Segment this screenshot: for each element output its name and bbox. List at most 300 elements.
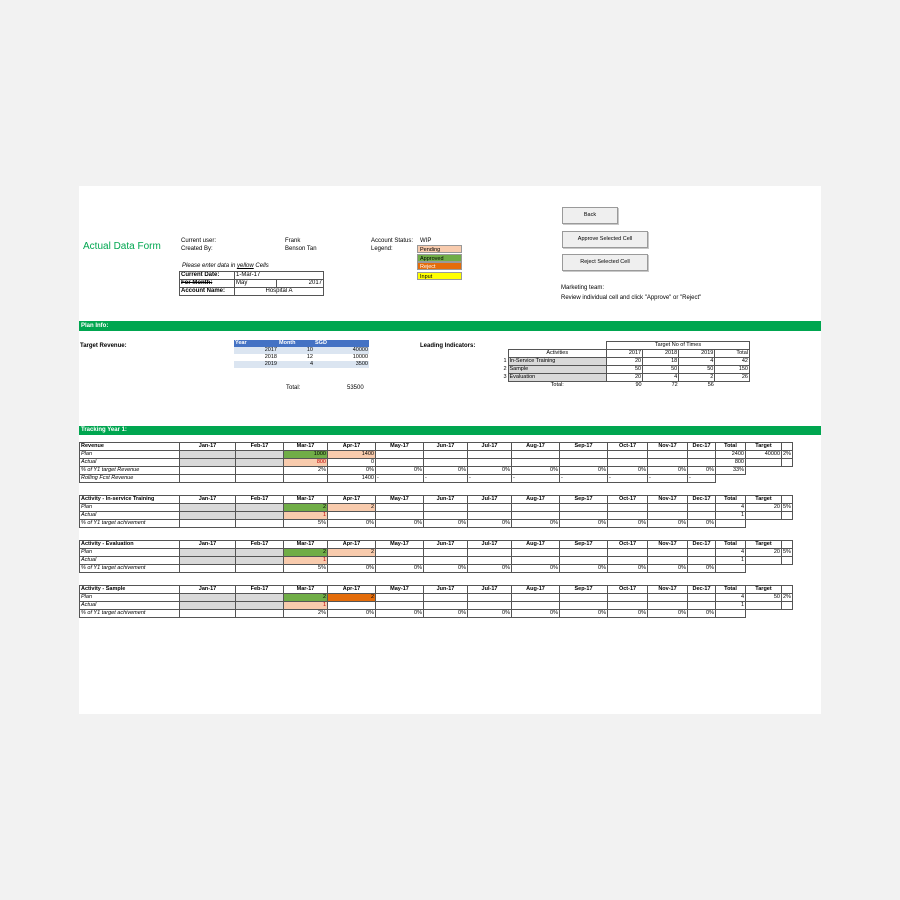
plan-cell[interactable] — [468, 504, 512, 512]
activity-total: 150 — [715, 366, 750, 374]
actual-cell[interactable] — [180, 459, 236, 467]
spreadsheet-sheet — [79, 186, 821, 714]
activity-name: In-Service Training — [508, 358, 607, 366]
revenue-cell: 4 — [309, 361, 313, 367]
plan-cell[interactable] — [376, 504, 424, 512]
plan-cell[interactable] — [608, 504, 648, 512]
month-header: Nov-17 — [648, 586, 688, 594]
percent-cell: 0% — [512, 520, 560, 528]
actual-cell[interactable] — [376, 602, 424, 610]
target-header: Target — [746, 443, 782, 451]
percent-cell: 2% — [284, 467, 328, 475]
target-header: Target — [746, 496, 782, 504]
actual-cell[interactable] — [180, 557, 236, 565]
blank-header — [782, 541, 793, 549]
percent-cell: 0% — [648, 610, 688, 618]
actual-cell[interactable] — [328, 557, 376, 565]
actual-target — [746, 512, 782, 520]
month-header: Oct-17 — [608, 586, 648, 594]
plan-cell[interactable] — [560, 549, 608, 557]
percent-label: % of Y1 target achivement — [80, 520, 180, 528]
activity-value: 50 — [643, 366, 679, 374]
percent-cell: 0% — [328, 610, 376, 618]
percent-total — [716, 565, 746, 573]
month-header: Dec-17 — [688, 496, 716, 504]
current-date-value[interactable]: 1-Mar-17 — [235, 272, 324, 280]
plan-cell[interactable] — [688, 549, 716, 557]
activity-name: Sample — [508, 366, 607, 374]
plan-cell[interactable] — [648, 504, 688, 512]
revenue-cell: 2017 — [264, 347, 277, 353]
month-header: Apr-17 — [328, 586, 376, 594]
rolling-forecast-cell: - — [688, 475, 716, 483]
plan-cell[interactable] — [512, 504, 560, 512]
plan-info-band: Plan Info: — [79, 321, 821, 331]
percent-cell: 0% — [512, 467, 560, 475]
legend-pending: Pending — [417, 245, 462, 253]
month-header: Oct-17 — [608, 443, 648, 451]
actual-cell[interactable] — [560, 557, 608, 565]
actual-cell[interactable] — [236, 557, 284, 565]
percent-cell: 0% — [424, 520, 468, 528]
percent-total — [716, 610, 746, 618]
plan-target: 50 — [746, 594, 782, 602]
month-header: May-17 — [376, 496, 424, 504]
actual-cell[interactable]: 1 — [284, 557, 328, 565]
month-header: Jun-17 — [424, 443, 468, 451]
leading-indicators-label: Leading Indicators: — [420, 343, 476, 349]
plan-cell[interactable] — [180, 549, 236, 557]
month-header: Sep-17 — [560, 496, 608, 504]
reject-selected-cell-button[interactable]: Reject Selected Cell — [562, 254, 648, 271]
plan-total: 4 — [716, 594, 746, 602]
percent-cell: 5% — [284, 520, 328, 528]
current-user-label: Current user: — [181, 238, 217, 244]
plan-target: 20 — [746, 549, 782, 557]
month-header: Jul-17 — [468, 496, 512, 504]
month-header: Apr-17 — [328, 496, 376, 504]
month-header: Mar-17 — [284, 443, 328, 451]
plan-cell[interactable] — [688, 504, 716, 512]
actual-label: Actual — [80, 602, 180, 610]
plan-cell[interactable] — [648, 549, 688, 557]
percent-cell: 0% — [328, 520, 376, 528]
actual-cell[interactable] — [608, 557, 648, 565]
percent-cell — [236, 610, 284, 618]
plan-cell[interactable] — [236, 549, 284, 557]
blank-header — [782, 496, 793, 504]
plan-percent: 5% — [783, 549, 791, 555]
revenue-total-label: Total: — [286, 385, 301, 391]
current-date-label: Current Date: — [180, 272, 235, 280]
actual-cell[interactable] — [608, 602, 648, 610]
month-header: Jan-17 — [180, 496, 236, 504]
actual-total: 800 — [716, 459, 746, 467]
month-header: Aug-17 — [512, 541, 560, 549]
percent-cell: 0% — [468, 520, 512, 528]
plan-total: 4 — [716, 504, 746, 512]
actual-cell[interactable]: 1 — [284, 602, 328, 610]
percent-cell: 0% — [608, 610, 648, 618]
plan-cell[interactable] — [468, 549, 512, 557]
month-header: Jan-17 — [180, 541, 236, 549]
actual-cell[interactable] — [512, 459, 560, 467]
revenue-cell: 10 — [306, 347, 313, 353]
activity-tracking-table — [79, 495, 793, 528]
month-header: Jul-17 — [468, 443, 512, 451]
rolling-forecast-cell: - — [376, 475, 424, 483]
actual-cell[interactable]: 800 — [284, 459, 328, 467]
actual-cell[interactable]: 0 — [328, 459, 376, 467]
percent-cell: 0% — [328, 565, 376, 573]
actual-label: Actual — [80, 459, 180, 467]
month-header: Apr-17 — [328, 541, 376, 549]
plan-target: 20 — [746, 504, 782, 512]
approve-selected-cell-button[interactable]: Approve Selected Cell — [562, 231, 648, 248]
actual-cell[interactable] — [608, 512, 648, 520]
percent-cell: 0% — [560, 467, 608, 475]
percent-cell: 0% — [512, 610, 560, 618]
plan-cell[interactable]: 2 — [328, 549, 376, 557]
activity-value: 4 — [679, 358, 715, 366]
plan-cell[interactable] — [424, 549, 468, 557]
actual-cell[interactable] — [236, 602, 284, 610]
actual-target — [746, 459, 782, 467]
activity-value: 20 — [607, 374, 643, 382]
for-year-value[interactable]: 2017 — [276, 280, 323, 288]
plan-percent: 2% — [783, 594, 791, 600]
plan-cell[interactable] — [236, 594, 284, 602]
row-number: 3 — [503, 374, 507, 380]
month-header: Feb-17 — [236, 541, 284, 549]
percent-cell: 0% — [376, 565, 424, 573]
activity-value: 50 — [607, 366, 643, 374]
row-number: 2 — [503, 366, 507, 372]
row-number: 1 — [503, 358, 507, 364]
blank-header — [782, 586, 793, 594]
revenue-cell: 2018 — [264, 354, 277, 360]
percent-label: % of Y1 target achivement — [80, 610, 180, 618]
month-header: Jan-17 — [180, 443, 236, 451]
actual-cell[interactable] — [688, 602, 716, 610]
marketing-instruction: Review individual cell and click "Approve" or "Reject" — [561, 295, 702, 301]
plan-cell[interactable] — [468, 451, 512, 459]
activities-header: Activities — [508, 350, 607, 358]
percent-cell: 0% — [468, 467, 512, 475]
plan-cell[interactable] — [688, 594, 716, 602]
legend-label: Legend: — [371, 246, 393, 252]
actual-blank — [782, 459, 793, 467]
revenue-cell: 10000 — [352, 354, 368, 360]
percent-cell: 0% — [376, 520, 424, 528]
activity-value: 20 — [607, 358, 643, 366]
actual-cell[interactable] — [560, 512, 608, 520]
plan-cell[interactable] — [512, 594, 560, 602]
plan-percent: 2% — [783, 451, 791, 457]
plan-cell[interactable] — [560, 451, 608, 459]
month-header: Dec-17 — [688, 541, 716, 549]
plan-cell[interactable] — [376, 594, 424, 602]
percent-cell: 0% — [560, 610, 608, 618]
percent-cell: 0% — [688, 467, 716, 475]
plan-total: 2400 — [716, 451, 746, 459]
actual-label: Actual — [80, 512, 180, 520]
plan-cell[interactable] — [512, 451, 560, 459]
plan-cell[interactable] — [560, 594, 608, 602]
month-header: Mar-17 — [284, 541, 328, 549]
month-header: Sep-17 — [560, 541, 608, 549]
account-info-table — [179, 271, 324, 296]
total-header: Total — [715, 350, 750, 358]
legend-input: Input — [417, 272, 462, 280]
actual-cell[interactable] — [328, 512, 376, 520]
plan-cell[interactable]: 1000 — [284, 451, 328, 459]
plan-percent: 5% — [783, 504, 791, 510]
rolling-forecast-cell — [236, 475, 284, 483]
plan-cell[interactable] — [560, 504, 608, 512]
month-header: May-17 — [376, 443, 424, 451]
rolling-forecast-cell: - — [512, 475, 560, 483]
section-header: Revenue — [80, 443, 180, 451]
plan-cell[interactable] — [424, 504, 468, 512]
month-header: Jun-17 — [424, 496, 468, 504]
actual-cell[interactable] — [608, 459, 648, 467]
actual-cell[interactable] — [376, 512, 424, 520]
percent-cell — [180, 520, 236, 528]
month-header: Dec-17 — [688, 443, 716, 451]
actual-cell[interactable] — [560, 459, 608, 467]
input-note: Please enter data in yellow Cells — [182, 263, 269, 269]
percent-cell: 2% — [284, 610, 328, 618]
actual-blank — [782, 602, 793, 610]
leading-indicators-table — [500, 341, 750, 389]
activity-tracking-table — [79, 540, 793, 573]
actual-cell[interactable] — [180, 512, 236, 520]
percent-cell: 0% — [424, 467, 468, 475]
plan-label: Plan — [80, 451, 180, 459]
percent-cell: 0% — [688, 610, 716, 618]
for-month-value[interactable]: May — [235, 280, 277, 288]
actual-cell[interactable] — [468, 557, 512, 565]
plan-cell[interactable] — [376, 451, 424, 459]
actual-cell[interactable] — [648, 512, 688, 520]
revenue-cell: 2019 — [264, 361, 277, 367]
plan-cell[interactable] — [608, 451, 648, 459]
total-header: Total — [716, 586, 746, 594]
plan-label: Plan — [80, 594, 180, 602]
month-header: May-17 — [376, 586, 424, 594]
month-header: Feb-17 — [236, 496, 284, 504]
plan-cell[interactable] — [180, 451, 236, 459]
percent-label: % of Y1 target achivement — [80, 565, 180, 573]
for-month-label: For Month: — [180, 280, 235, 288]
actual-blank — [782, 512, 793, 520]
rolling-forecast-cell: - — [560, 475, 608, 483]
plan-cell[interactable] — [608, 594, 648, 602]
actual-cell[interactable] — [512, 602, 560, 610]
month-header: Feb-17 — [236, 443, 284, 451]
month-header: Jul-17 — [468, 541, 512, 549]
actual-cell[interactable] — [560, 602, 608, 610]
target-header: Target — [746, 586, 782, 594]
actual-cell[interactable] — [424, 602, 468, 610]
leading-total: 72 — [671, 382, 678, 388]
actual-cell[interactable] — [424, 557, 468, 565]
plan-cell[interactable] — [512, 549, 560, 557]
actual-cell[interactable] — [468, 602, 512, 610]
actual-cell[interactable] — [236, 459, 284, 467]
month-header: Aug-17 — [512, 496, 560, 504]
leading-total-label: Total: — [550, 382, 564, 388]
account-name-value[interactable]: Hospital A — [235, 288, 324, 296]
activity-value: 4 — [643, 374, 679, 382]
percent-cell: 0% — [608, 467, 648, 475]
actual-cell[interactable] — [236, 512, 284, 520]
revenue-header-month[interactable]: Month — [278, 340, 314, 347]
rolling-forecast-cell — [180, 475, 236, 483]
revenue-header-year[interactable]: Year — [234, 340, 278, 347]
revenue-cell: 3500 — [355, 361, 368, 367]
back-button[interactable]: Back — [562, 207, 618, 224]
percent-cell: 0% — [424, 610, 468, 618]
plan-cell[interactable]: 2 — [284, 594, 328, 602]
actual-total: 1 — [716, 512, 746, 520]
revenue-cell: 40000 — [352, 347, 368, 353]
section-header: Activity - In-service Training — [80, 496, 180, 504]
actual-total: 1 — [716, 602, 746, 610]
actual-cell[interactable] — [376, 459, 424, 467]
revenue-header-sgd[interactable]: SGD — [314, 340, 369, 347]
plan-cell[interactable] — [648, 451, 688, 459]
month-header: Oct-17 — [608, 541, 648, 549]
actual-cell[interactable] — [424, 512, 468, 520]
percent-cell: 5% — [284, 565, 328, 573]
actual-cell[interactable] — [648, 557, 688, 565]
year-header: 2018 — [643, 350, 679, 358]
activity-total: 26 — [715, 374, 750, 382]
percent-cell — [180, 467, 236, 475]
actual-cell[interactable] — [688, 557, 716, 565]
percent-cell: 0% — [376, 610, 424, 618]
month-header: Mar-17 — [284, 496, 328, 504]
percent-total: 33% — [716, 467, 746, 475]
year-header: 2019 — [679, 350, 715, 358]
activity-value: 50 — [679, 366, 715, 374]
plan-cell[interactable] — [180, 504, 236, 512]
rolling-forecast-cell — [284, 475, 328, 483]
plan-cell[interactable]: 1400 — [328, 451, 376, 459]
percent-cell: 0% — [328, 467, 376, 475]
legend-reject: Reject — [417, 262, 462, 270]
plan-cell[interactable]: 2 — [284, 504, 328, 512]
actual-cell[interactable] — [648, 459, 688, 467]
percent-cell — [236, 565, 284, 573]
month-header: Oct-17 — [608, 496, 648, 504]
actual-cell[interactable] — [328, 602, 376, 610]
target-revenue-label: Target Revenue: — [80, 343, 127, 349]
actual-cell[interactable] — [648, 602, 688, 610]
percent-cell: 0% — [424, 565, 468, 573]
percent-cell: 0% — [608, 565, 648, 573]
plan-cell[interactable] — [468, 594, 512, 602]
created-by-value: Benson Tan — [285, 246, 317, 252]
plan-cell[interactable]: 2 — [328, 504, 376, 512]
plan-cell[interactable] — [236, 451, 284, 459]
plan-cell[interactable] — [180, 594, 236, 602]
plan-label: Plan — [80, 549, 180, 557]
plan-cell[interactable] — [424, 594, 468, 602]
month-header: Mar-17 — [284, 586, 328, 594]
percent-cell: 0% — [608, 520, 648, 528]
month-header: Dec-17 — [688, 586, 716, 594]
blank-header — [782, 443, 793, 451]
target-header: Target — [746, 541, 782, 549]
month-header: Sep-17 — [560, 443, 608, 451]
revenue-total-value: 53500 — [347, 385, 364, 391]
month-header: Sep-17 — [560, 586, 608, 594]
actual-cell[interactable] — [688, 459, 716, 467]
actual-cell[interactable] — [376, 557, 424, 565]
leading-total: 56 — [707, 382, 714, 388]
month-header: Jan-17 — [180, 586, 236, 594]
month-header: Jul-17 — [468, 586, 512, 594]
plan-cell[interactable] — [608, 549, 648, 557]
rolling-forecast-cell: - — [648, 475, 688, 483]
percent-cell: 0% — [560, 565, 608, 573]
total-header: Total — [716, 496, 746, 504]
actual-cell[interactable] — [468, 512, 512, 520]
month-header: May-17 — [376, 541, 424, 549]
actual-cell[interactable] — [468, 459, 512, 467]
percent-cell: 0% — [376, 467, 424, 475]
plan-cell[interactable] — [648, 594, 688, 602]
revenue-cell: 12 — [306, 354, 313, 360]
percent-cell: 0% — [648, 467, 688, 475]
section-header: Activity - Sample — [80, 586, 180, 594]
month-header: Nov-17 — [648, 443, 688, 451]
percent-cell — [236, 520, 284, 528]
percent-label: % of Y1 target Revenue — [80, 467, 180, 475]
percent-cell: 0% — [648, 520, 688, 528]
rolling-forecast-cell: 1400 — [328, 475, 376, 483]
month-header: Jun-17 — [424, 541, 468, 549]
actual-blank — [782, 557, 793, 565]
activity-value: 18 — [643, 358, 679, 366]
actual-cell[interactable] — [180, 602, 236, 610]
plan-cell[interactable] — [376, 549, 424, 557]
plan-cell[interactable] — [424, 451, 468, 459]
form-title: Actual Data Form — [83, 241, 161, 252]
actual-cell[interactable] — [512, 512, 560, 520]
percent-cell: 0% — [648, 565, 688, 573]
month-header: Apr-17 — [328, 443, 376, 451]
percent-cell: 0% — [560, 520, 608, 528]
plan-target: 40000 — [746, 451, 782, 459]
plan-label: Plan — [80, 504, 180, 512]
target-times-header: Target No of Times — [607, 342, 750, 350]
percent-cell: 0% — [468, 610, 512, 618]
plan-cell[interactable]: 2 — [284, 549, 328, 557]
plan-cell[interactable] — [688, 451, 716, 459]
plan-cell[interactable]: 2 — [328, 594, 376, 602]
actual-cell[interactable]: 1 — [284, 512, 328, 520]
actual-cell[interactable] — [424, 459, 468, 467]
actual-cell[interactable] — [688, 512, 716, 520]
percent-cell: 0% — [468, 565, 512, 573]
actual-cell[interactable] — [512, 557, 560, 565]
account-name-label: Account Name: — [180, 288, 235, 296]
plan-cell[interactable] — [236, 504, 284, 512]
